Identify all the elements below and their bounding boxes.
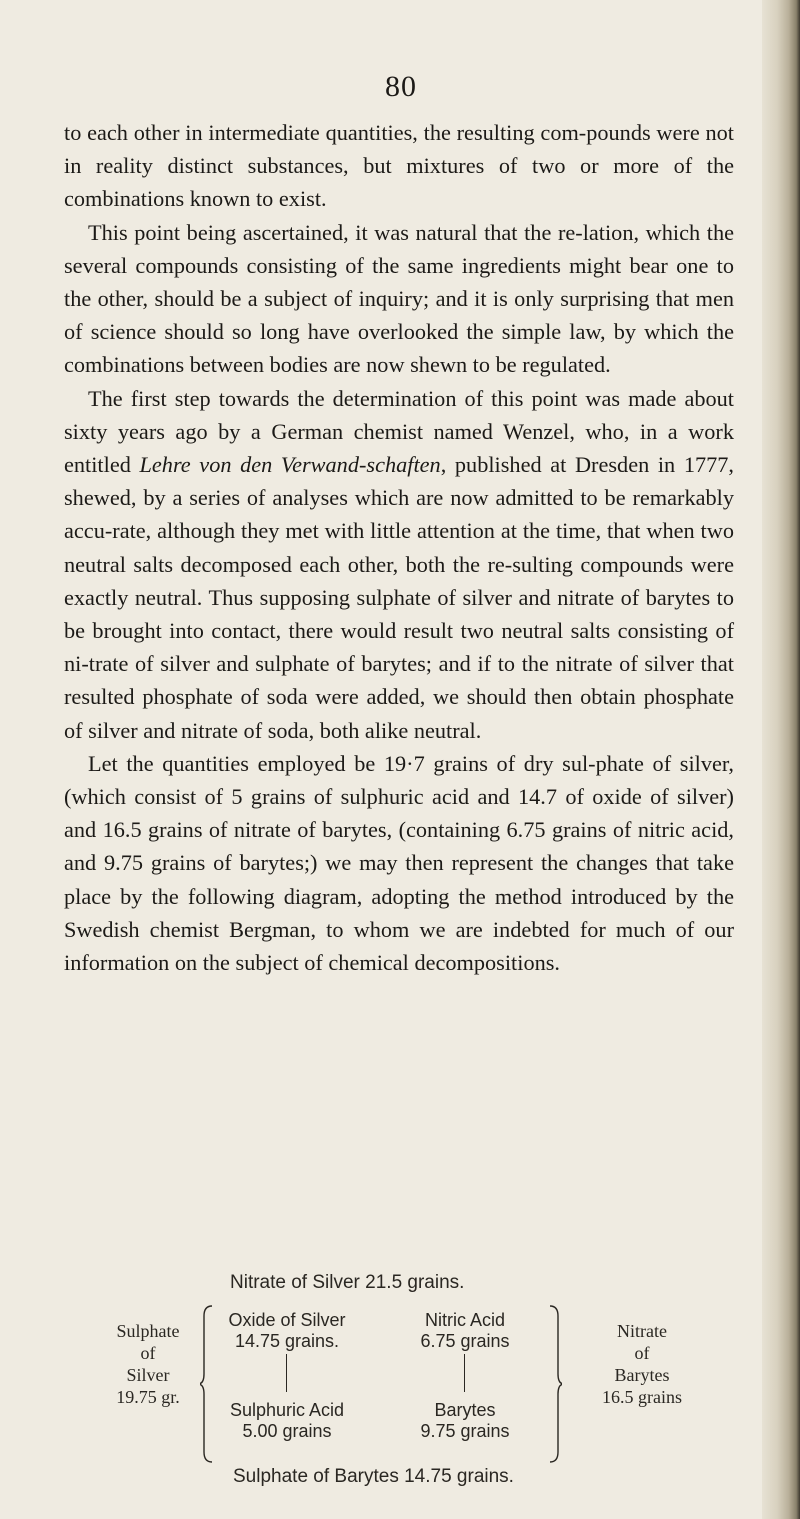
cell-tl-amount: 14.75 grains.	[234, 1331, 340, 1351]
cell-sulphuric-acid	[212, 1400, 362, 1442]
diagram-left-compound	[100, 1320, 196, 1408]
cell-barytes	[395, 1400, 535, 1442]
cell-oxide-of-silver	[212, 1310, 362, 1352]
left-line-4: 19.75 gr.	[116, 1387, 180, 1407]
right-line-3: Barytes	[614, 1365, 670, 1385]
cell-tl-name: Oxide of Silver	[228, 1310, 346, 1330]
cell-bl-name: Sulphuric Acid	[229, 1400, 345, 1420]
cell-nitric-acid	[395, 1310, 535, 1352]
paragraph-4: Let the quantities employed be 19·7 grains of dry sul-phate of silver, (which consist of 5 grains of sulphuric acid and 14.7 of oxide of silver) and 16.5 grains of nitrate of barytes, (containing 6.75 grains of nitric acid, and 9.75 grains of barytes;) we may then represent the changes that take place by the following diagram, adopting the method introduced by the Swedish chemist Bergman, to whom we are indebted for much of our information on the subject of chemical decompositions.	[64, 750, 734, 976]
right-line-2: of	[634, 1343, 650, 1363]
cell-br-amount: 9.75 grains	[420, 1421, 510, 1441]
left-line-3: Silver	[126, 1365, 170, 1385]
book-title-italic: Lehre von den Verwand-schaften	[139, 452, 441, 478]
diagram-top-label: Nitrate of Silver 21.5 grains.	[230, 1272, 465, 1293]
cell-bl-amount: 5.00 grains	[242, 1421, 332, 1441]
diagram-right-compound	[592, 1320, 692, 1408]
paragraph-1: to each other in intermediate quantities, the resulting com-pounds were not in reality distinct substances, but mixtures of two or more of the combinations known to exist.	[64, 120, 734, 212]
paragraph-3-before: The first step towards the determination of this point was made about sixty years ago by a German chemist named Wenzel, who, in a work entitled	[64, 385, 734, 478]
diagram-bottom-label: Sulphate of Barytes 14.75 grains.	[233, 1466, 514, 1487]
page-number: 80	[385, 70, 417, 103]
right-line-1: Nitrate	[617, 1321, 667, 1341]
connector-line-right	[464, 1354, 465, 1392]
cell-tr-amount: 6.75 grains	[420, 1331, 510, 1351]
right-brace	[546, 1304, 562, 1464]
left-brace	[200, 1304, 216, 1464]
connector-line-left	[286, 1354, 287, 1392]
cell-br-name: Barytes	[434, 1400, 496, 1420]
left-line-1: Sulphate	[116, 1321, 180, 1341]
left-line-2: of	[140, 1343, 156, 1363]
paragraph-2: This point being ascertained, it was natural that the re-lation, which the several compounds consisting of the same ingredients might bear one to the other, should be a subject of inquiry; and it is only surprising that men of science should so long have overlooked the simple law, by which the combinations between bodies are now shewn to be regulated.	[64, 219, 734, 378]
cell-tr-name: Nitric Acid	[424, 1310, 505, 1330]
right-line-4: 16.5 grains	[602, 1387, 682, 1407]
paragraph-3-after: , published at Dresden in 1777, shewed, by a series of analyses which are now admitted to be remarkably accu-rate, although they met with little attention at the time, that when two neutral salts decomposed each other, both the re-sulting compounds were exactly neutral. Thus supposing sulphate of silver and nitrate of barytes to be brought into contact, there would result two neutral salts consisting of ni-trate of silver and sulphate of barytes; and if to the nitrate of silver that resulted phosphate of soda were added, we should then obtain phosphate of silver and nitrate of soda, both alike neutral.	[64, 452, 734, 743]
